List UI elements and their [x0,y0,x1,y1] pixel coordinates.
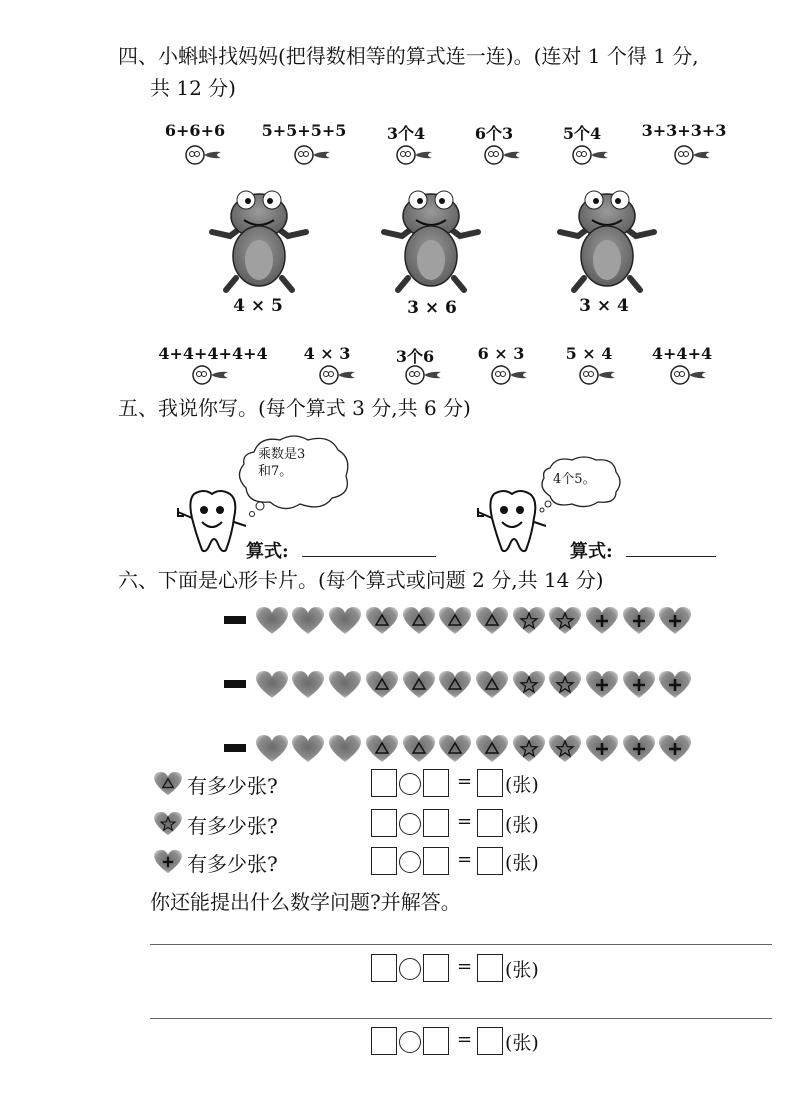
heart-card-row [218,606,678,634]
heart-plus-card-icon [622,734,656,764]
heart-card-row [218,670,678,698]
answer-box[interactable] [477,809,503,837]
tadpole-bottom-label: 3个6 [395,347,435,366]
tooth-character-icon [172,488,252,558]
heart-triangle-card-icon [365,606,399,636]
heart-triangle-card-icon [365,670,399,700]
heart-star-card-icon [548,606,582,636]
frog-mother-icon[interactable] [208,186,310,294]
heart-plus-card-icon [585,606,619,636]
heart-blank-card-icon [328,606,362,636]
tadpole-top-label: 3个4 [386,124,426,143]
frog-label: 3 × 4 [579,296,629,316]
answer-box[interactable] [423,1027,449,1055]
tadpole-bottom-label: 4+4+4+4+4 [158,344,268,363]
heart-triangle-card-icon [438,734,472,764]
frog-label: 4 × 5 [233,296,283,316]
question-label: 有多少张? [187,814,278,838]
tadpole-top-label: 3+3+3+3 [641,121,727,140]
answer-box[interactable] [423,954,449,982]
heart-triangle-card-icon [475,734,509,764]
answer-box[interactable] [371,769,397,797]
heart-plus-card-icon [585,670,619,700]
tadpole-top-label: 5个4 [562,124,602,143]
equals-sign: = [457,1029,473,1050]
heart-plus-card-icon [658,670,692,700]
tadpole-bottom-label: 6 × 3 [477,344,525,363]
tadpole-icon[interactable] [489,363,529,387]
unit-label: (张) [505,852,539,874]
answer-box[interactable] [423,769,449,797]
section4-title-cont: 共 12 分) [150,76,236,100]
heart-plus-card-icon [658,734,692,764]
frog-mother-icon[interactable] [380,186,482,294]
tadpole-bottom-label: 4 × 3 [303,344,351,363]
frog-mother-icon[interactable] [556,186,658,294]
formula-label: 算式: [570,541,613,562]
heart-blank-card-icon [291,670,325,700]
tadpole-bottom-label: 4+4+4 [651,344,713,363]
heart-star-card-icon [512,734,546,764]
tadpole-icon[interactable] [570,143,610,167]
tadpole-icon[interactable] [183,143,223,167]
heart-plus-card-icon [585,734,619,764]
section6-title: 六、下面是心形卡片。(每个算式或问题 2 分,共 14 分) [118,568,604,592]
tadpole-icon[interactable] [482,143,522,167]
answer-box[interactable] [477,954,503,982]
equation-row [369,768,559,800]
heart-blank-card-icon [255,670,289,700]
equals-sign: = [457,811,473,832]
heart-triangle-card-icon [402,670,436,700]
heart-plus-icon [153,849,183,875]
heart-triangle-card-icon [475,670,509,700]
equals-sign: = [457,956,473,977]
heart-star-card-icon [512,606,546,636]
heart-blank-card-icon [328,670,362,700]
operator-circle[interactable] [399,813,421,835]
tadpole-icon[interactable] [292,143,332,167]
heart-star-card-icon [548,670,582,700]
tooth-character-icon [472,488,552,558]
heart-plus-card-icon [658,606,692,636]
tadpole-top-label: 6+6+6 [164,121,226,140]
heart-blank-card-icon [328,734,362,764]
operator-circle[interactable] [399,1031,421,1053]
heart-triangle-card-icon [438,606,472,636]
answer-box[interactable] [371,847,397,875]
equation-row [369,1026,559,1058]
equation-row [369,846,559,878]
heart-star-icon [153,811,183,837]
unit-label: (张) [505,774,539,796]
minus-card-icon [218,606,252,636]
answer-box[interactable] [371,954,397,982]
equals-sign: = [457,849,473,870]
bubble2-text: 4个5。 [553,472,596,487]
heart-card-row [218,734,678,762]
question-label: 有多少张? [187,852,278,876]
heart-plus-card-icon [622,606,656,636]
tadpole-icon[interactable] [394,143,434,167]
equation-row [369,953,559,985]
question-label: 有多少张? [187,774,278,798]
tadpole-icon[interactable] [190,363,230,387]
tadpole-icon[interactable] [668,363,708,387]
writing-line[interactable] [150,1018,772,1019]
extra-question: 你还能提出什么数学问题?并解答。 [150,890,461,914]
answer-line[interactable] [302,556,436,557]
heart-blank-card-icon [291,606,325,636]
operator-circle[interactable] [399,851,421,873]
unit-label: (张) [505,814,539,836]
answer-box[interactable] [477,769,503,797]
minus-card-icon [218,670,252,700]
answer-box[interactable] [423,847,449,875]
bubble1-text: 和7。 [258,464,293,479]
equals-sign: = [457,771,473,792]
heart-star-card-icon [512,670,546,700]
operator-circle[interactable] [399,958,421,980]
answer-box[interactable] [423,809,449,837]
heart-star-card-icon [548,734,582,764]
answer-box[interactable] [477,847,503,875]
heart-triangle-icon [153,771,183,797]
frog-label: 3 × 6 [407,298,457,318]
heart-triangle-card-icon [365,734,399,764]
unit-label: (张) [505,959,539,981]
operator-circle[interactable] [399,773,421,795]
answer-box[interactable] [371,809,397,837]
answer-line[interactable] [626,556,716,557]
section5-title: 五、我说你写。(每个算式 3 分,共 6 分) [118,396,471,420]
bubble1-text: 乘数是3 [258,447,306,462]
tadpole-icon[interactable] [317,363,357,387]
tadpole-icon[interactable] [577,363,617,387]
heart-triangle-card-icon [475,606,509,636]
answer-box[interactable] [477,1027,503,1055]
tadpole-bottom-label: 5 × 4 [565,344,613,363]
writing-line[interactable] [150,944,772,945]
tadpole-top-label: 6个3 [474,124,514,143]
tadpole-icon[interactable] [672,143,712,167]
heart-triangle-card-icon [438,670,472,700]
heart-plus-card-icon [622,670,656,700]
section4-title: 四、小蝌蚪找妈妈(把得数相等的算式连一连)。(连对 1 个得 1 分, [118,44,699,68]
heart-triangle-card-icon [402,734,436,764]
heart-triangle-card-icon [402,606,436,636]
heart-blank-card-icon [255,606,289,636]
heart-blank-card-icon [255,734,289,764]
formula-label: 算式: [246,541,289,562]
equation-row [369,808,559,840]
unit-label: (张) [505,1032,539,1054]
minus-card-icon [218,734,252,764]
answer-box[interactable] [371,1027,397,1055]
tadpole-icon[interactable] [403,363,443,387]
tadpole-top-label: 5+5+5+5 [261,121,347,140]
heart-blank-card-icon [291,734,325,764]
